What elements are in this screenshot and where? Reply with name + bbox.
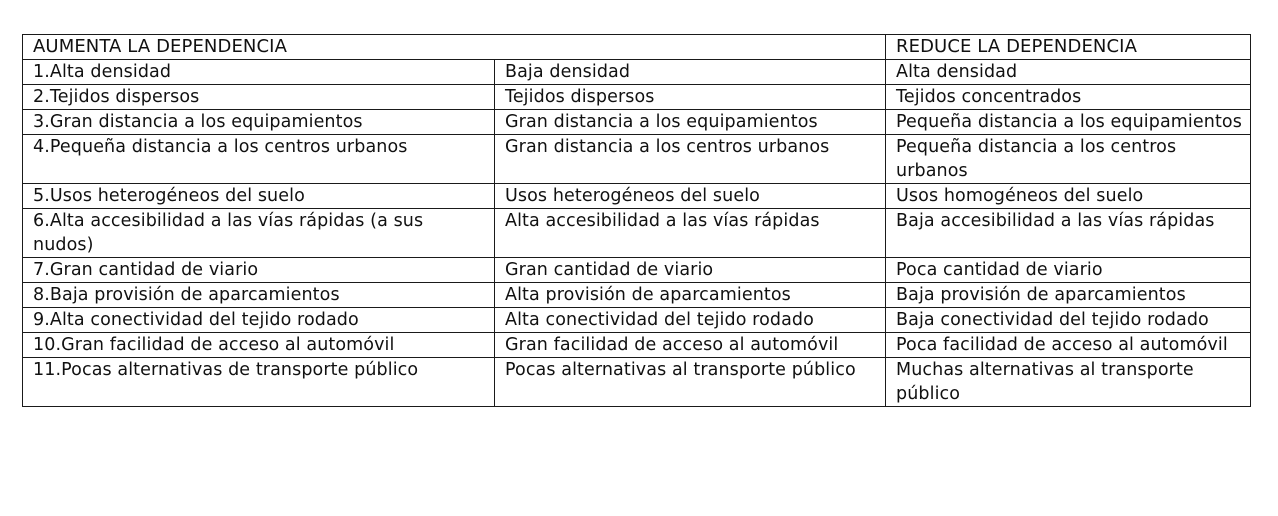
factor-cell: 4.Pequeña distancia a los centros urbanos xyxy=(23,135,495,184)
reduces-cell: Baja accesibilidad a las vías rápidas xyxy=(886,209,1251,258)
table-row xyxy=(23,258,1251,283)
reduces-cell: Muchas alternativas al transporte público xyxy=(886,358,1251,407)
factor-cell: 8.Baja provisión de aparcamientos xyxy=(23,283,495,308)
factor-cell: 7.Gran cantidad de viario xyxy=(23,258,495,283)
header-row xyxy=(23,35,1251,60)
table-row xyxy=(23,283,1251,308)
reduces-cell: Baja provisión de aparcamientos xyxy=(886,283,1251,308)
increases-cell: Gran distancia a los centros urbanos xyxy=(495,135,886,184)
factor-cell: 3.Gran distancia a los equipamientos xyxy=(23,110,495,135)
increases-cell: Alta accesibilidad a las vías rápidas xyxy=(495,209,886,258)
increases-cell: Pocas alternativas al transporte público xyxy=(495,358,886,407)
table-row xyxy=(23,85,1251,110)
reduces-cell: Usos homogéneos del suelo xyxy=(886,184,1251,209)
factor-cell: 6.Alta accesibilidad a las vías rápidas (a sus nudos) xyxy=(23,209,495,258)
factor-cell: 10.Gran facilidad de acceso al automóvil xyxy=(23,333,495,358)
dependency-table xyxy=(22,34,1251,407)
factor-cell: 9.Alta conectividad del tejido rodado xyxy=(23,308,495,333)
increases-cell: Tejidos dispersos xyxy=(495,85,886,110)
table-row xyxy=(23,209,1251,258)
factor-cell: 11.Pocas alternativas de transporte público xyxy=(23,358,495,407)
increases-cell: Baja densidad xyxy=(495,60,886,85)
increases-cell: Alta conectividad del tejido rodado xyxy=(495,308,886,333)
table-row xyxy=(23,308,1251,333)
table-row xyxy=(23,110,1251,135)
reduces-cell: Alta densidad xyxy=(886,60,1251,85)
table-row xyxy=(23,358,1251,407)
factor-cell: 5.Usos heterogéneos del suelo xyxy=(23,184,495,209)
increases-cell: Usos heterogéneos del suelo xyxy=(495,184,886,209)
reduces-cell: Pequeña distancia a los equipamientos xyxy=(886,110,1251,135)
table-row xyxy=(23,135,1251,184)
reduces-cell: Baja conectividad del tejido rodado xyxy=(886,308,1251,333)
factor-cell: 1.Alta densidad xyxy=(23,60,495,85)
header-increases-dependency: AUMENTA LA DEPENDENCIA xyxy=(23,35,886,60)
table-row xyxy=(23,333,1251,358)
table-row xyxy=(23,184,1251,209)
reduces-cell: Pequeña distancia a los centros urbanos xyxy=(886,135,1251,184)
reduces-cell: Tejidos concentrados xyxy=(886,85,1251,110)
increases-cell: Alta provisión de aparcamientos xyxy=(495,283,886,308)
increases-cell: Gran cantidad de viario xyxy=(495,258,886,283)
increases-cell: Gran distancia a los equipamientos xyxy=(495,110,886,135)
header-reduces-dependency: REDUCE LA DEPENDENCIA xyxy=(886,35,1251,60)
table-row xyxy=(23,60,1251,85)
reduces-cell: Poca cantidad de viario xyxy=(886,258,1251,283)
reduces-cell: Poca facilidad de acceso al automóvil xyxy=(886,333,1251,358)
increases-cell: Gran facilidad de acceso al automóvil xyxy=(495,333,886,358)
factor-cell: 2.Tejidos dispersos xyxy=(23,85,495,110)
